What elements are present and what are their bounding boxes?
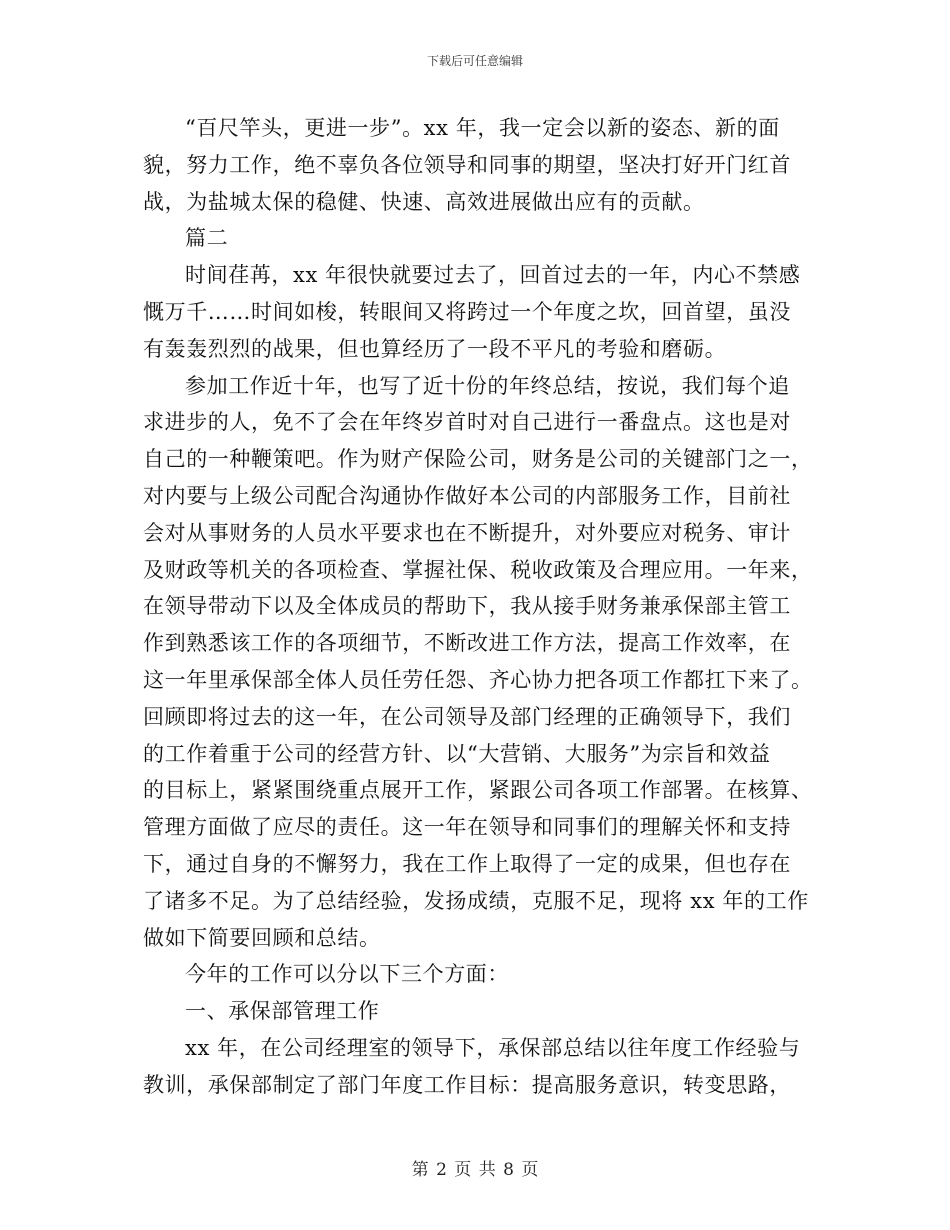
text-line: 一、承保部管理工作 bbox=[185, 999, 380, 1024]
text-line: 篇二 bbox=[185, 226, 229, 251]
text-line: 管理方面做了应尽的责任。这一年在领导和同事们的理解关怀和支持 bbox=[143, 815, 791, 840]
text-line: 战，为盐城太保的稳健、快速、高效进展做出应有的贡献。 bbox=[143, 189, 705, 214]
text-line: 在领导带动下以及全体成员的帮助下，我从接手财务兼承保部主管工 bbox=[143, 594, 791, 619]
text-line: 对内要与上级公司配合沟通协作做好本公司的内部服务工作，目前社 bbox=[143, 483, 791, 508]
text-line: 教训，承保部制定了部门年度工作目标：提高服务意识，转变思路， bbox=[143, 1072, 791, 1097]
document-body bbox=[143, 110, 813, 1104]
text-line: 参加工作近十年，也写了近十份的年终总结，按说，我们每个追 bbox=[185, 373, 790, 398]
text-line: 下，通过自身的不懈努力，我在工作上取得了一定的成果，但也存在 bbox=[143, 851, 791, 876]
text-line: 作到熟悉该工作的各项细节，不断改进工作方法，提高工作效率，在 bbox=[143, 631, 791, 656]
text-line: 回顾即将过去的这一年，在公司领导及部门经理的正确领导下，我们 bbox=[143, 704, 791, 729]
text-line: 慨万千……时间如梭，转眼间又将跨过一个年度之坎，回首望，虽没 bbox=[143, 299, 791, 324]
text-line: 时间荏苒，xx 年很快就要过去了，回首过去的一年，内心不禁感 bbox=[185, 263, 801, 288]
text-line: 会对从事财务的人员水平要求也在不断提升，对外要应对税务、审计 bbox=[143, 520, 791, 545]
text-line: 了诸多不足。为了总结经验，发扬成绩，克服不足，现将 xx 年的工作 bbox=[143, 888, 809, 913]
text-line: 求进步的人，免不了会在年终岁首时对自己进行一番盘点。这也是对 bbox=[143, 410, 791, 435]
page-number: 第 2 页 共 8 页 bbox=[411, 1160, 539, 1180]
text-line: 貌，努力工作，绝不辜负各位领导和同事的期望，坚决打好开门红首 bbox=[143, 152, 791, 177]
text-line: 今年的工作可以分以下三个方面： bbox=[185, 962, 509, 987]
text-line: “百尺竿头，更进一步”。xx 年，我一定会以新的姿态、新的面 bbox=[185, 116, 780, 140]
text-line: 这一年里承保部全体人员任劳任怨、齐心协力把各项工作都扛下来了。 bbox=[143, 667, 813, 692]
page-header-note: 下载后可任意编辑 bbox=[426, 54, 523, 68]
text-line: 及财政等机关的各项检查、掌握社保、税收政策及合理应用。一年来， bbox=[143, 557, 813, 582]
text-line: 的目标上，紧紧围绕重点展开工作，紧跟公司各项工作部署。在核算、 bbox=[143, 778, 813, 803]
text-line: 有轰轰烈烈的战果，但也算经历了一段不平凡的考验和磨砺。 bbox=[143, 336, 727, 361]
text-line: xx 年，在公司经理室的领导下，承保部总结以往年度工作经验与 bbox=[185, 1035, 801, 1060]
text-line: 做如下简要回顾和总结。 bbox=[143, 925, 381, 950]
text-line: 自己的一种鞭策吧。作为财产保险公司，财务是公司的关键部门之一， bbox=[143, 447, 813, 472]
text-line: 的工作着重于公司的经营方针、以“大营销、大服务”为宗旨和效益 bbox=[143, 741, 771, 766]
